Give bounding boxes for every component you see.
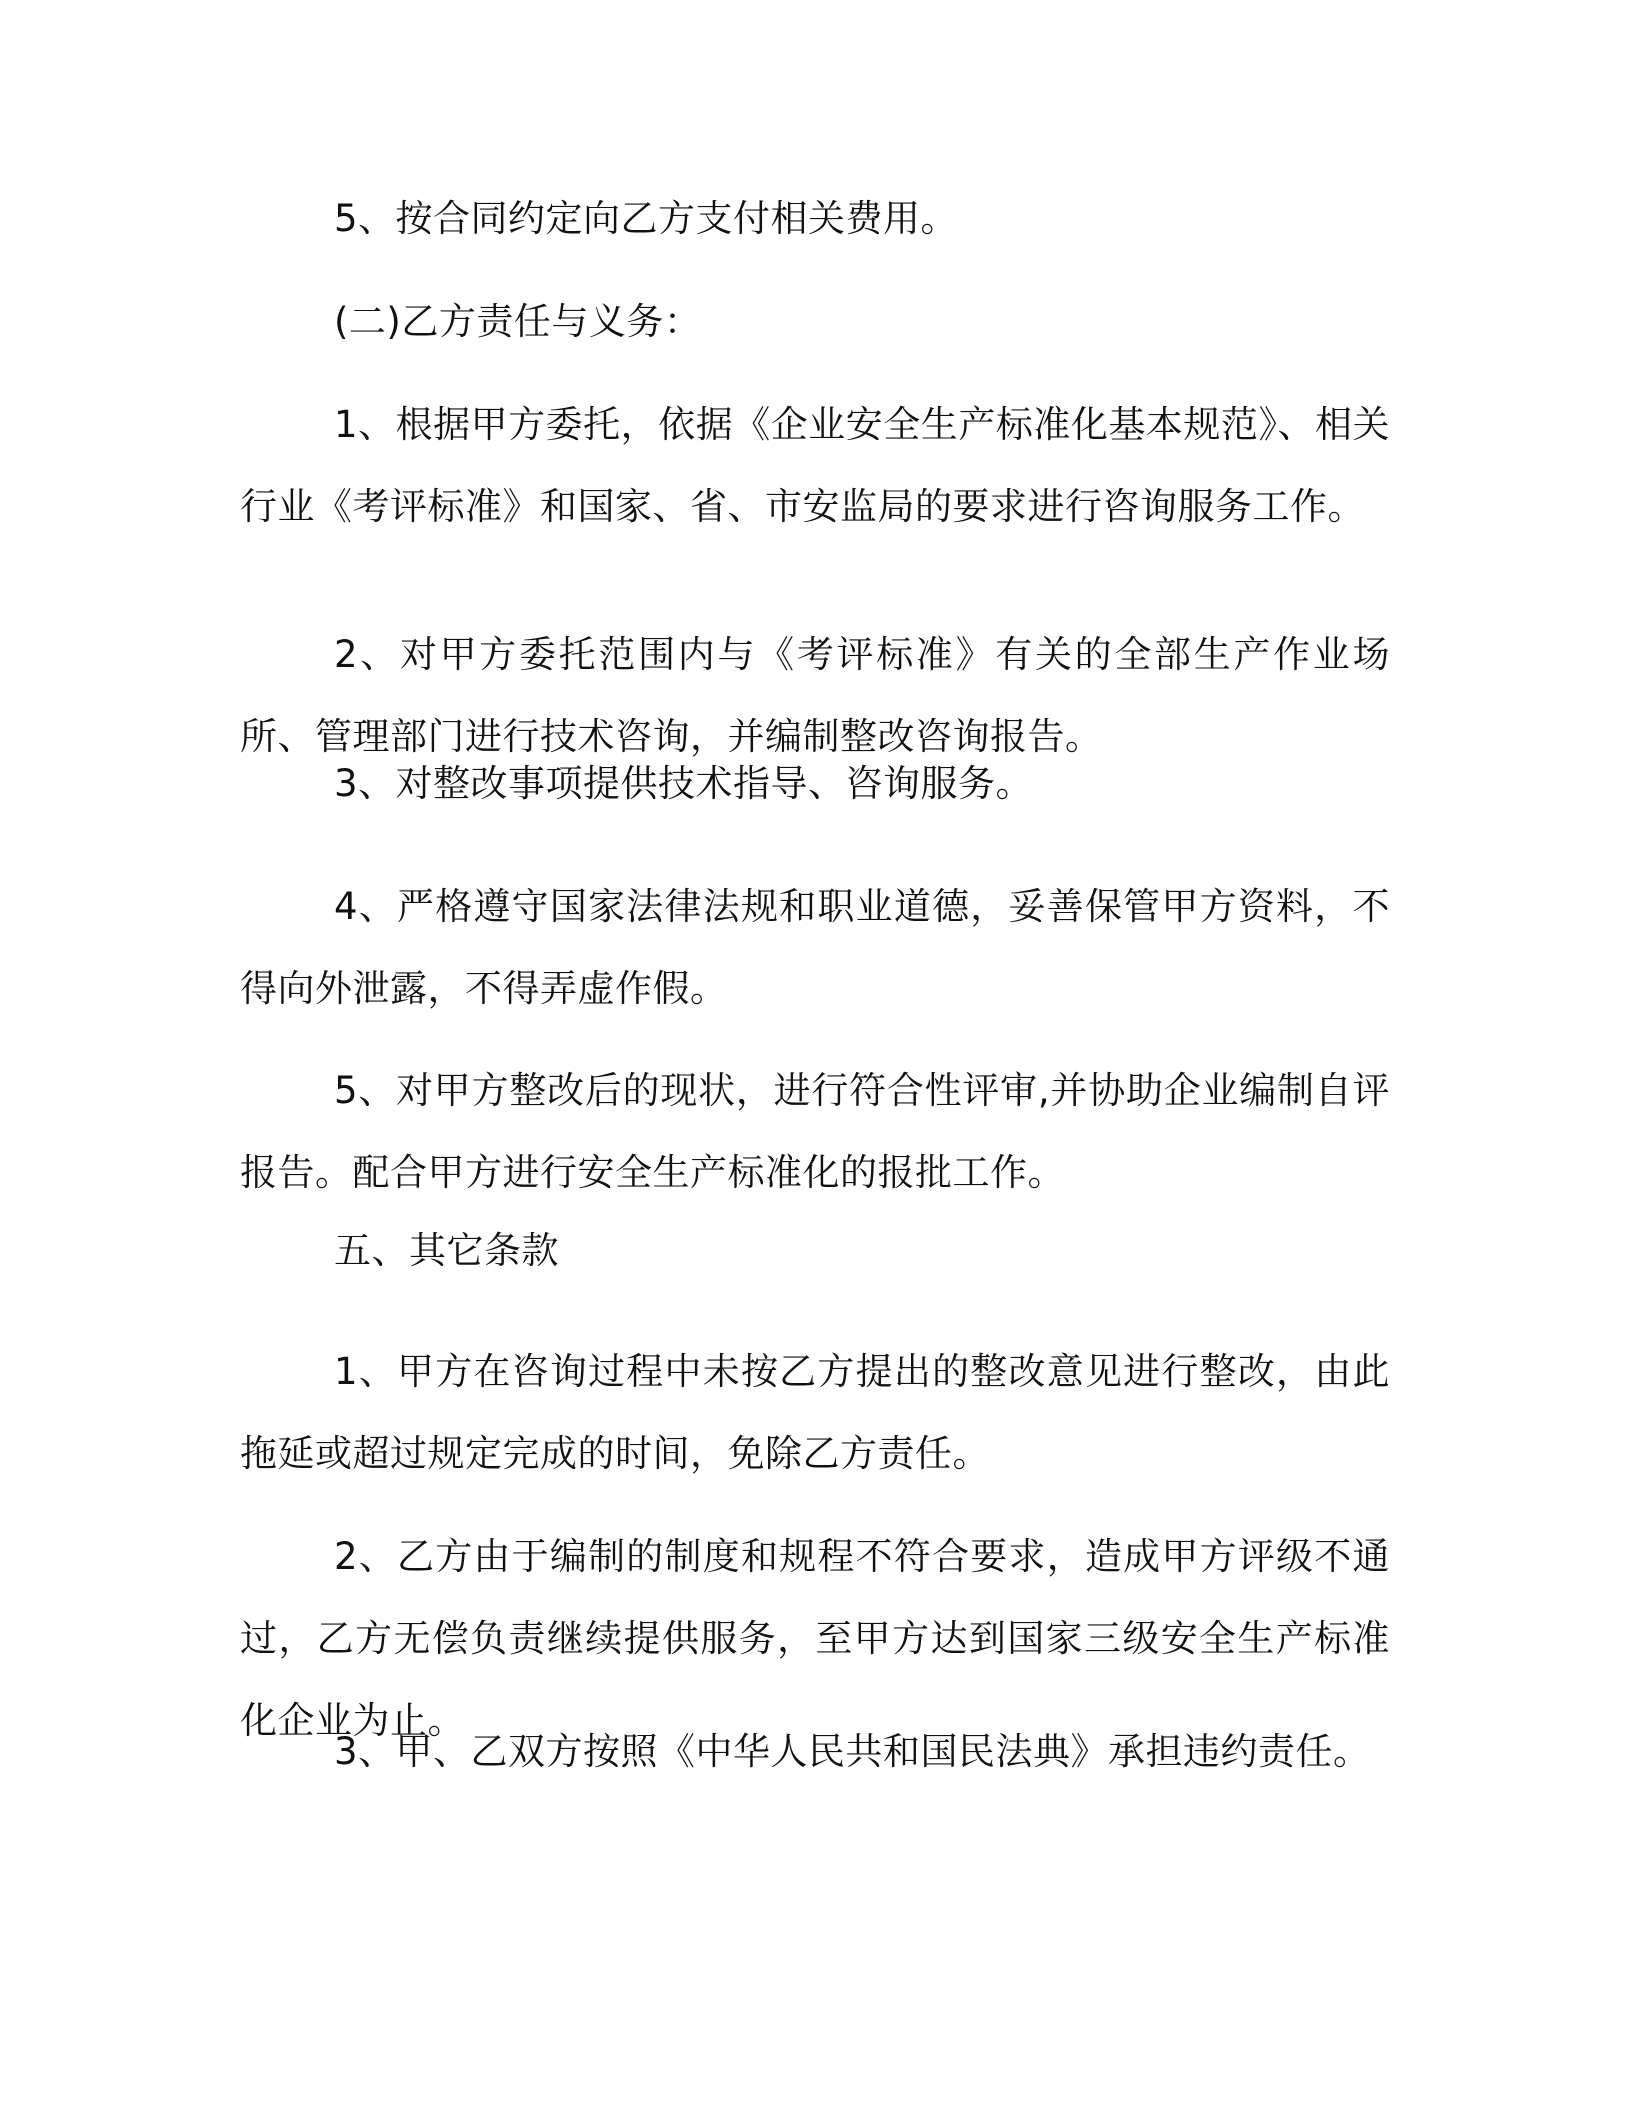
paragraph-party-a-payment: 5、按合同约定向乙方支付相关费用。 [334, 197, 959, 240]
paragraph-party-b-duty-2: 2、对甲方委托范围内与《考评标准》有关的全部生产作业场所、管理部门进行技术咨询，并编制整改咨询报告。 [240, 633, 1390, 758]
paragraph-other-term-2: 2、乙方由于编制的制度和规程不符合要求，造成甲方评级不通过，乙方无偿负责继续提供服务，至甲方达到国家三级安全生产标准化企业为止。 [240, 1535, 1390, 1742]
heading-party-b-duties: (二)乙方责任与义务： [334, 300, 702, 343]
paragraph-other-term-3: 3、甲、乙双方按照《中华人民共和国民法典》承担违约责任。 [334, 1730, 1371, 1773]
paragraph-party-b-duty-5: 5、对甲方整改后的现状，进行符合性评审,并协助企业编制自评报告。配合甲方进行安全生产标准化的报批工作。 [240, 1069, 1390, 1194]
paragraph-party-b-duty-1: 1、根据甲方委托，依据《企业安全生产标准化基本规范》、相关行业《考评标准》和国家、省、市安监局的要求进行咨询服务工作。 [240, 403, 1390, 528]
paragraph-other-term-1: 1、甲方在咨询过程中未按乙方提出的整改意见进行整改，由此拖延或超过规定完成的时间，免除乙方责任。 [240, 1350, 1390, 1475]
heading-other-terms: 五、其它条款 [334, 1229, 559, 1272]
paragraph-party-b-duty-3: 3、对整改事项提供技术指导、咨询服务。 [334, 762, 1034, 805]
paragraph-party-b-duty-4: 4、严格遵守国家法律法规和职业道德，妥善保管甲方资料，不得向外泄露，不得弄虚作假。 [240, 885, 1390, 1010]
